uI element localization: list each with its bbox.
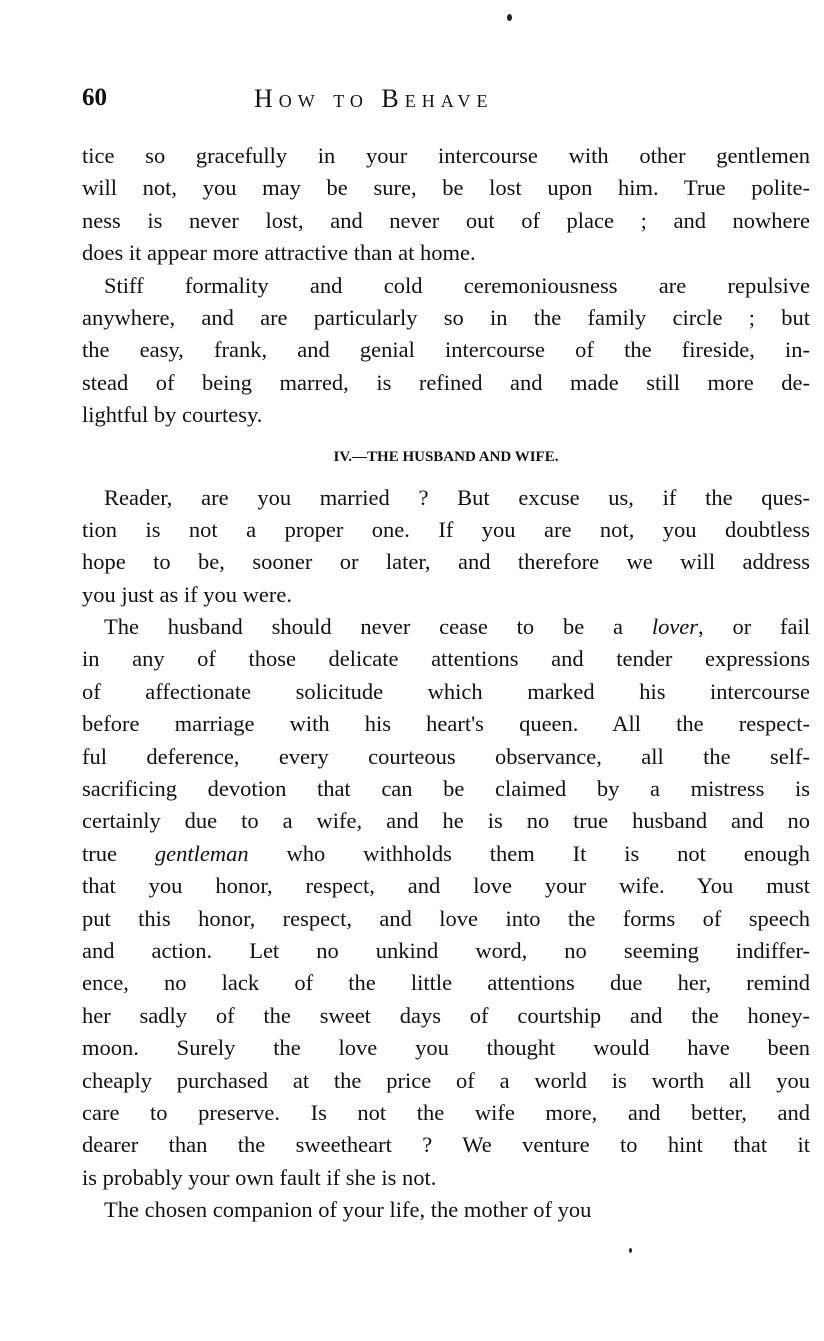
italic-word: lover — [651, 614, 699, 640]
text-line — [82, 140, 810, 172]
line-text: dearer than the sweetheart ? We venture to hint that it — [82, 1132, 810, 1158]
scan-speck — [507, 14, 512, 21]
line-text: Stiff formality and cold ceremoniousness are repulsive — [104, 272, 810, 298]
text-line — [82, 773, 810, 805]
text-line — [82, 270, 810, 302]
line-text: you just as if you were. — [82, 581, 292, 607]
line-text: tice so gracefully in your intercourse with other gentlemen — [82, 143, 810, 168]
line-text: and action. Let no unkind word, no seeming indiffer- — [82, 937, 810, 963]
line-text: moon. Surely the love you thought would have been — [82, 1035, 810, 1061]
line-text: the easy, frank, and genial intercourse of the fireside, in- — [82, 337, 810, 363]
line-text: who withholds them It is not enough — [248, 840, 810, 866]
line-text: true — [82, 840, 155, 866]
page-header — [82, 84, 810, 118]
text-line — [82, 1097, 810, 1129]
text-line — [82, 1000, 810, 1032]
text-line — [82, 1162, 810, 1194]
text-line — [82, 935, 810, 967]
text-line — [82, 1129, 810, 1161]
line-text: , or fail — [698, 614, 811, 640]
line-text: tion is not a proper one. If you are not, you doubtless — [82, 516, 810, 542]
text-line — [82, 708, 810, 740]
line-text: lightful by courtesy. — [82, 402, 263, 428]
line-text: care to preserve. Is not the wife more, and better, and — [82, 1099, 810, 1125]
line-text: The chosen companion of your life, the mother of you — [104, 1197, 592, 1223]
line-text: before marriage with his heart's queen. All the respect- — [82, 711, 810, 737]
line-text: sacrificing devotion that can be claimed by a mistress is — [82, 776, 810, 802]
line-text: her sadly of the sweet days of courtship and the honey- — [82, 1002, 810, 1028]
text-line — [82, 367, 810, 399]
line-text: cheaply purchased at the price of a world is worth all you — [82, 1067, 810, 1093]
text-line — [82, 579, 810, 611]
text-line — [82, 838, 810, 870]
line-text: stead of being marred, is refined and made still more de- — [82, 369, 810, 395]
line-text: will not, you may be sure, be lost upon him. True polite- — [82, 175, 810, 201]
text-line — [82, 334, 810, 366]
line-text: ence, no lack of the little attentions due her, remind — [82, 970, 810, 996]
text-line — [82, 399, 810, 431]
running-title: How to Behave — [254, 84, 494, 113]
section-heading — [82, 432, 810, 482]
text-line — [82, 1194, 810, 1226]
line-text: Reader, are you married ? But excuse us, if the ques- — [104, 484, 810, 510]
italic-word: gentleman — [154, 840, 249, 866]
line-text: anywhere, and are particularly so in the family circle ; but — [82, 304, 810, 330]
text-line — [82, 611, 810, 643]
line-text: ful deference, every courteous observance, all the self- — [82, 743, 810, 769]
line-text: that you honor, respect, and love your wife. You must — [82, 873, 810, 899]
text-line — [82, 482, 810, 514]
text-line — [82, 870, 810, 902]
text-line — [82, 1065, 810, 1097]
line-text: put this honor, respect, and love into the forms of speech — [82, 905, 810, 931]
text-line — [82, 903, 810, 935]
text-line — [82, 514, 810, 546]
scan-speck — [629, 1248, 632, 1253]
page-number: 60 — [82, 84, 107, 111]
text-line — [82, 546, 810, 578]
text-line — [82, 302, 810, 334]
line-text: of affectionate solicitude which marked his intercourse — [82, 678, 810, 704]
line-text: in any of those delicate attentions and tender expressions — [82, 646, 810, 672]
text-line — [82, 805, 810, 837]
page-body — [82, 140, 810, 1227]
line-text: ness is never lost, and never out of place ; and nowhere — [82, 207, 810, 233]
text-line — [82, 967, 810, 999]
text-line — [82, 643, 810, 675]
text-line — [82, 1032, 810, 1064]
text-line — [82, 741, 810, 773]
line-text: is probably your own fault if she is not. — [82, 1164, 437, 1190]
line-text: IV.—THE HUSBAND AND WIFE. — [333, 448, 559, 465]
text-line — [82, 172, 810, 204]
line-text: hope to be, sooner or later, and therefore we will address — [82, 549, 810, 575]
line-text: does it appear more attractive than at home. — [82, 240, 476, 266]
line-text: The husband should never cease to be a — [104, 614, 652, 640]
text-line — [82, 205, 810, 237]
text-line — [82, 237, 810, 269]
text-line — [82, 676, 810, 708]
line-text: certainly due to a wife, and he is no true husband and no — [82, 808, 810, 834]
